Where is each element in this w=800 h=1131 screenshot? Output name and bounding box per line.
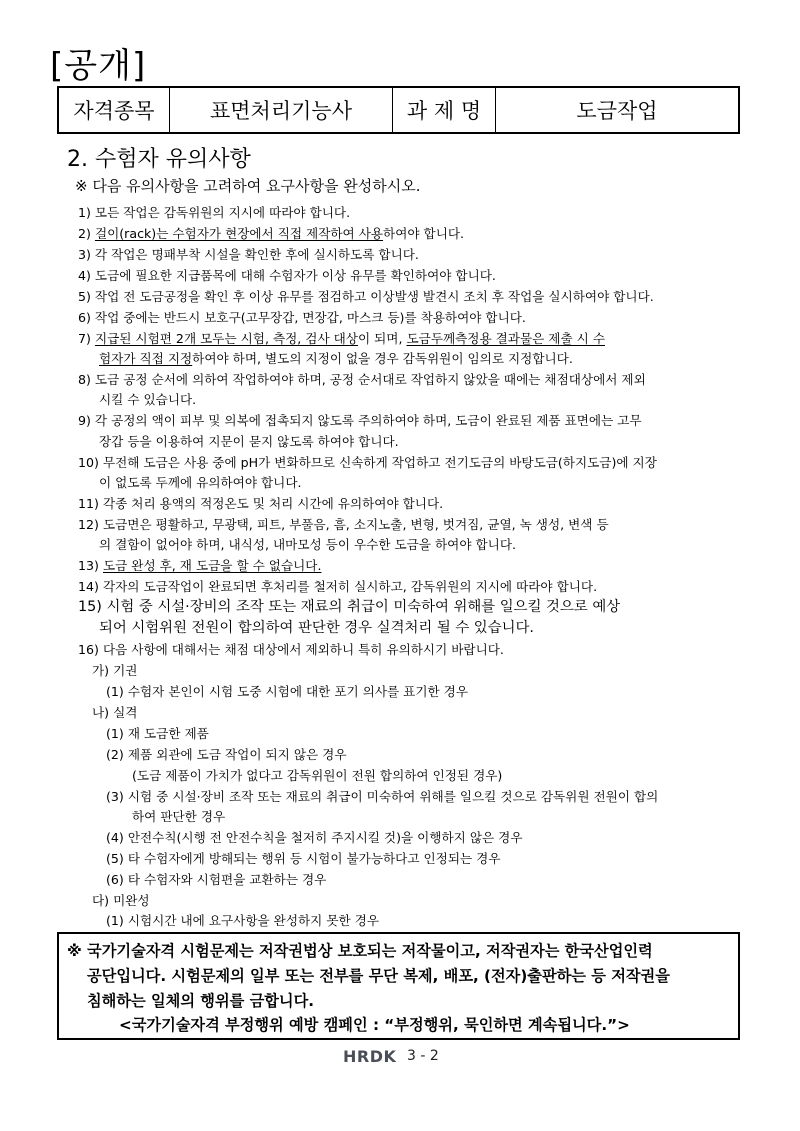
list-item-continued: 되어 시험위원 전원이 합의하여 판단한 경우 실격처리 될 수 있습니다. [99, 620, 534, 636]
sub-heading: 가) 기권 [92, 663, 138, 678]
sub-item: (4) 안전수칙(시행 전 안전수칙을 철저히 주지시킬 것)을 이행하지 않은 경우 [106, 830, 523, 845]
list-item: 10) 무전해 도금은 사용 중에 pH가 변화하므로 신속하게 작업하고 전기도금의 바탕도금(하지도금)에 지장 [78, 455, 657, 470]
sub-item: (6) 타 수험자와 시험편을 교환하는 경우 [106, 872, 327, 887]
task-label: 과 제 명 [393, 87, 496, 133]
copyright-line: ※ 국가기술자격 시험문제는 저작권법상 보호되는 저작물이고, 저작권자는 한국산업인력 [67, 942, 653, 960]
sub-item: (5) 타 수험자에게 방해되는 행위 등 시험이 불가능하다고 인정되는 경우 [106, 851, 501, 866]
sub-item: (1) 수험자 본인이 시험 도중 시험에 대한 포기 의사를 표기한 경우 [106, 684, 469, 699]
page-number: 3 - 2 [407, 1048, 439, 1064]
sub-item: (1) 시험시간 내에 요구사항을 완성하지 못한 경우 [106, 913, 380, 928]
list-item-continued: 장갑 등을 이용하여 지문이 묻지 않도록 하여야 합니다. [99, 434, 399, 449]
list-item: 1) 모든 작업은 감독위원의 지시에 따라야 합니다. [78, 205, 351, 220]
copyright-line: 침해하는 일체의 행위를 금합니다. [87, 992, 315, 1010]
page-footer [0, 1045, 800, 1069]
sub-item: (2) 제품 외관에 도금 작업이 되지 않은 경우 [106, 747, 347, 762]
list-item-continued: 의 결함이 없어야 하며, 내식성, 내마모성 등이 우수한 도금을 하여야 합니다. [99, 537, 517, 552]
list-item: 4) 도금에 필요한 지급품목에 대해 수험자가 이상 유무를 확인하여야 합니다. [78, 268, 496, 283]
page-tag: [공개] [50, 46, 147, 86]
list-item-continued: 시킬 수 있습니다. [99, 392, 197, 407]
list-item: 7) 지급된 시험편 2개 모두는 시험, 측정, 검사 대상이 되며, 도금두께측정용 결과물은 제출 시 수 [78, 331, 605, 346]
sub-item-continued: 하여 판단한 경우 [132, 809, 226, 824]
list-item: 8) 도금 공정 순서에 의하여 작업하여야 하며, 공정 순서대로 작업하지 않았을 때에는 채점대상에서 제외 [78, 372, 646, 387]
section-title: 2. 수험자 유의사항 [67, 147, 251, 172]
list-item-continued: 이 없도록 두께에 유의하여야 합니다. [99, 475, 302, 490]
sub-item: (1) 재 도금한 제품 [106, 726, 209, 741]
qualification-value: 표면처리기능사 [170, 87, 393, 133]
list-item: 12) 도금면은 평활하고, 무광택, 피트, 부풀음, 흠, 소지노출, 변형, 벗겨짐, 균열, 녹 생성, 변색 등 [78, 517, 609, 532]
sub-item: (3) 시험 중 시설·장비 조작 또는 재료의 취급이 미숙하여 위해를 일으킬 것으로 감독위원 전원이 합의 [106, 789, 659, 804]
sub-item-continued: (도금 제품이 가치가 없다고 감독위원이 전원 합의하여 인정된 경우) [132, 768, 503, 783]
list-item: 2) 걸이(rack)는 수험자가 현장에서 직접 제작하여 사용하여야 합니다. [78, 226, 465, 241]
copyright-notice-box [57, 932, 740, 1040]
list-item: 6) 작업 중에는 반드시 보호구(고무장갑, 면장갑, 마스크 등)를 착용하여야 합니다. [78, 310, 526, 325]
list-item: 11) 각종 처리 용액의 적정온도 및 처리 시간에 유의하여야 합니다. [78, 496, 444, 511]
list-item: 14) 각자의 도금작업이 완료되면 후처리를 철저히 실시하고, 감독위원의 지시에 따라야 합니다. [78, 579, 598, 594]
sub-heading: 나) 실격 [92, 705, 138, 720]
list-item: 13) 도금 완성 후, 재 도금을 할 수 없습니다. [78, 558, 322, 573]
list-item: 9) 각 공정의 액이 피부 및 의복에 접촉되지 않도록 주의하여야 하며, 도금이 완료된 제품 표면에는 고무 [78, 413, 642, 428]
task-value: 도금작업 [496, 87, 740, 133]
list-item: 16) 다음 사항에 대해서는 채점 대상에서 제외하니 특히 유의하시기 바랍니다. [78, 642, 504, 657]
list-item: 3) 각 작업은 명패부착 시설을 확인한 후에 실시하도록 합니다. [78, 247, 419, 262]
campaign-line: <국가기술자격 부정행위 예방 캠페인 : “부정행위, 묵인하면 계속됩니다.”> [119, 1016, 630, 1034]
sub-heading: 다) 미완성 [92, 893, 150, 908]
qualification-label: 자격종목 [58, 87, 170, 133]
list-item-continued: 험자가 직접 지정하여야 하며, 별도의 지정이 없을 경우 감독위원이 임의로 지정합니다. [99, 351, 573, 366]
list-item: 15) 시험 중 시설·장비의 조작 또는 재료의 취급이 미숙하여 위해를 일으킬 것으로 예상 [78, 599, 621, 615]
copyright-line: 공단입니다. 시험문제의 일부 또는 전부를 무단 복제, 배포, (전자)출판하는 등 저작권을 [87, 967, 670, 985]
exam-info-table [57, 86, 740, 134]
notice-text: ※ 다음 유의사항을 고려하여 요구사항을 완성하시오. [75, 177, 421, 195]
hrdk-logo: HRDK [343, 1047, 397, 1066]
list-item: 5) 작업 전 도금공정을 확인 후 이상 유무를 점검하고 이상발생 발견시 조치 후 작업을 실시하여야 합니다. [78, 289, 654, 304]
